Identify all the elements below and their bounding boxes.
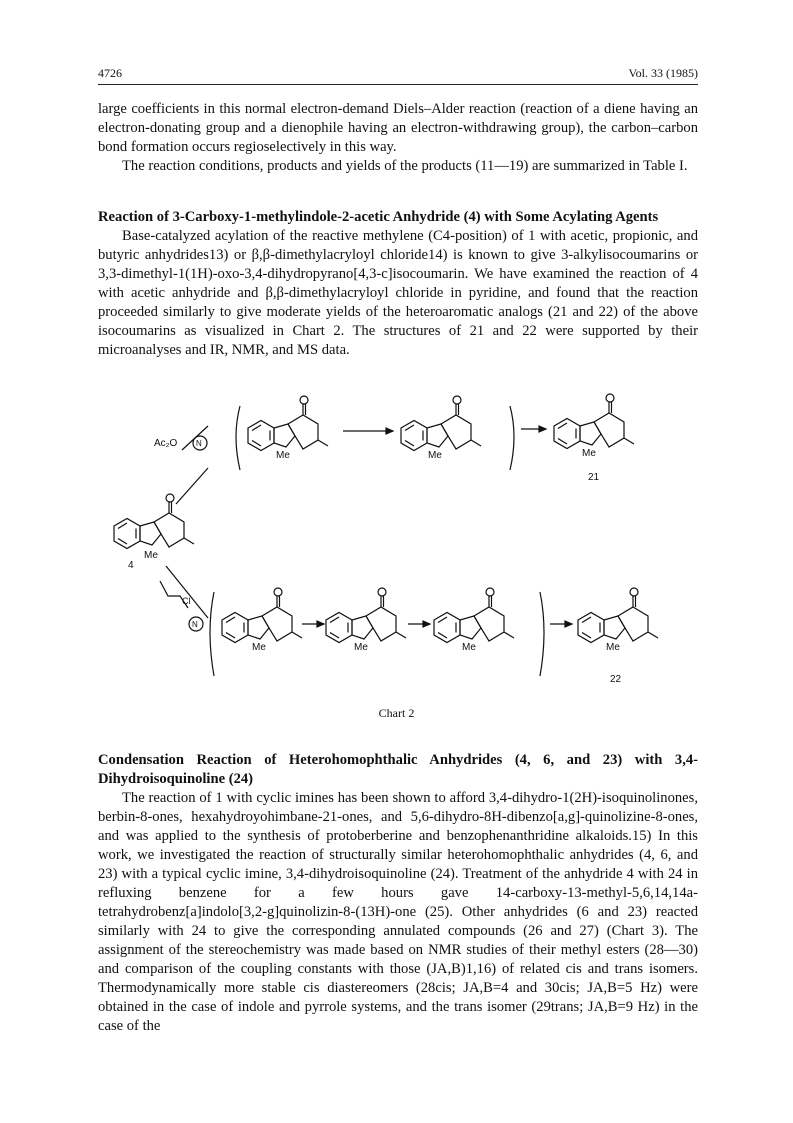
header-rule <box>98 84 698 85</box>
paragraph-2: The reaction conditions, products and yields of the products (11—19) are summarized in Table I. <box>122 158 688 174</box>
me-label-int4: Me <box>354 642 368 653</box>
paragraph-3: Base-catalyzed acylation of the reactive methylene (C4-position) of 1 with acetic, propionic, and butyric anhydrides13) or β,β-dimethylacryloyl chloride14) is known to give 3-alkylisocoumarins or 3,3-dimethyl-1(1H)-oxo-3,4-dihydropyrano[4,3-c]isocoumarin. We have examined the reaction of 4 with acetic anhydride and β,β-dimethylacryloyl chloride in pyridine, and found that the reaction proceeded similarly to give moderate yields of the heteroaromatic analogs (21 and 22) of the above isocoumarins as visualized in Chart 2. The structures of 21 and 22 were supported by their microanalyses and IR, NMR, and MS data. <box>98 228 698 358</box>
reaction-chart-2 <box>98 386 698 704</box>
structure-intermediate-2 <box>401 396 481 451</box>
section-heading-1: Reaction of 3-Carboxy-1-methylindole-2-acetic Anhydride (4) with Some Acylating Agents <box>98 209 659 225</box>
atom-n-bottom: N <box>192 620 198 629</box>
structure-22 <box>578 588 658 643</box>
me-label-int3: Me <box>252 642 266 653</box>
page-number: 4726 <box>98 66 122 80</box>
me-label-4: Me <box>144 550 158 561</box>
me-label-22: Me <box>606 642 620 653</box>
atom-cl: Cl <box>182 596 191 606</box>
intro-text <box>98 100 698 176</box>
me-label-21: Me <box>582 448 596 459</box>
structure-21 <box>554 394 634 449</box>
me-label-int2: Me <box>428 450 442 461</box>
paragraph-4: The reaction of 1 with cyclic imines has been shown to afford 3,4-dihydro-1(2H)-isoquinolinones, berbin-8-ones, hexahydroyohimbane-21-ones, and 5,6-dihydro-8H-dibenzo[a,g]-quinolizine-8-ones, and was applied to the synthesis of protoberberine and benzophenanthridine alkaloids.15) In this work, we investigated the reaction of structurally similar heterohomophthalic anhydrides (4, 6, and 23) with a typical cyclic imine, 3,4-dihydroisoquinoline (24). Treatment of the anhydride 4 with 24 in refluxing benzene for a few hours gave 14-carboxy-13-methyl-5,6,14,14a-tetrahydrobenz[a]indolo[3,2-g]quinolizin-8-(13H)-one (25). Other anhydrides (6 and 23) reacted similarly with 24 to give the corresponding annulated compounds (26 and 27) (Chart 3). The assignment of the stereochemistry was made based on NMR studies of their methyl esters (28—30) and comparison of the coupling constants with those (JA,B)1,16) of related cis and trans isomers. Thermodynamically more stable cis diastereomers (28cis; JA,B=4 and 30cis; JA,B=5 Hz) were obtained in the case of indole and pyrrole systems, and the trans isomer (29trans; JA,B=9 Hz) in the case of the <box>98 790 698 1034</box>
me-label-int1: Me <box>276 450 290 461</box>
structure-intermediate-3 <box>222 588 302 643</box>
reagent-ac2o: Ac₂O <box>154 438 178 449</box>
section-condensation <box>98 751 698 1036</box>
chart-caption: Chart 2 <box>378 706 415 720</box>
atom-n-top: N <box>196 439 202 448</box>
structure-intermediate-5 <box>434 588 514 643</box>
section-acylation <box>98 208 698 360</box>
structure-intermediate-1 <box>248 396 328 451</box>
volume-label: Vol. 33 (1985) <box>628 66 698 80</box>
section-heading-2: Condensation Reaction of Heterohomophthalic Anhydrides (4, 6, and 23) with 3,4-Dihydroisoquinoline (24) <box>98 752 698 787</box>
me-label-int5: Me <box>462 642 476 653</box>
label-21: 21 <box>588 472 600 483</box>
label-4: 4 <box>128 560 134 571</box>
label-22: 22 <box>610 674 622 685</box>
structure-4 <box>114 494 194 549</box>
structure-intermediate-4 <box>326 588 406 643</box>
paragraph-1: large coefficients in this normal electron-demand Diels–Alder reaction (reaction of a diene having an electron-donating group and a dienophile having an electron-withdrawing group), the carbon–carbon bond formation occurs regioselectively in this way. <box>98 101 698 155</box>
